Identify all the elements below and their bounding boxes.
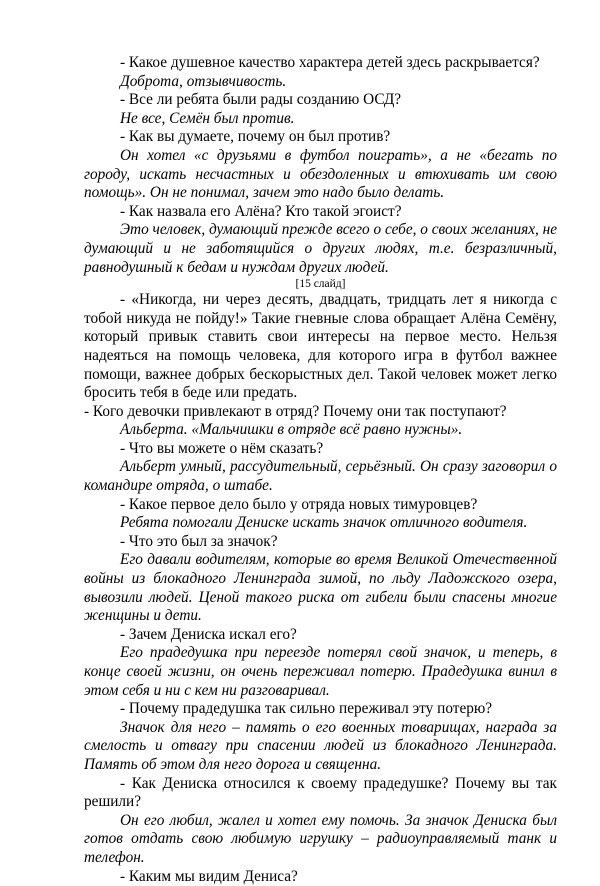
answer: Ребята помогали Дениске искать значок отличного водителя. <box>120 514 528 532</box>
document-page <box>84 54 557 886</box>
question: - Как назвала его Алёна? Кто такой эгоист? <box>120 202 402 220</box>
answer: Это человек, думающий прежде всего о себе, о своих желаниях, не думающий и не заботящийся о других людях, т.е. безразличный, равнодушный к бедам и нуждам других людей. <box>84 221 558 276</box>
answer: Его прадедушка при переезде потерял свой значок, и теперь, в конце своей жизни, он очень переживал потерю. Прадедушка винил в этом себя и ни с кем ни разговаривал. <box>84 644 557 699</box>
answer: Не все, Семён был против. <box>120 109 295 127</box>
question: - Что вы можете о нём сказать? <box>120 439 324 457</box>
answer: Альберта. «Мальчишки в отряде всё равно нужны». <box>120 421 463 439</box>
question: - Какое первое дело было у отряда новых тимуровцев? <box>120 495 478 513</box>
question: - Как Дениска относился к своему прадедушке? Почему вы так решили? <box>84 774 557 811</box>
answer: Его давали водителям, которые во время Великой Отечественной войны из блокадного Ленинграда зимой, по льду Ладожского озера, вывозили людей. Ценой такого риска от гибели были спасены многие женщины и дети. <box>84 551 557 625</box>
question: - Кого девочки привлекают в отряд? Почему они так поступают? <box>84 402 507 420</box>
question: - Что это был за значок? <box>120 532 278 550</box>
question: - Какое душевное качество характера детей здесь раскрывается? <box>120 54 540 71</box>
question: - Каким мы видим Дениса? <box>120 867 298 885</box>
answer: Он его любил, жалел и хотел ему помочь. За значок Дениска был готов отдать свою любимую игрушку – радиоуправляемый танк и телефон. <box>84 811 557 866</box>
narrative-paragraph: - «Никогда, ни через десять, двадцать, тридцать лет я никогда с тобой никуда не пойду!» Такие гневные слова обращает Алёна Семёну, который привык ставить свои интересы на первое место. Нельзя надеяться на помощь человека, для которого игра в футбол важнее помощи, важнее добрых бескорыстных дел. Такой человек может легко бросить тебя в беде или предать. <box>84 291 557 402</box>
slide-marker: [15 слайд] <box>295 278 346 291</box>
question: - Все ли ребята были рады созданию ОСД? <box>120 91 402 109</box>
question: - Зачем Дениска искал его? <box>120 625 297 643</box>
answer: Значок для него – память о его военных товарищах, награда за смелость и отвагу при спасении людей из блокадного Ленинграда. Память об этом для него дорога и священна. <box>84 718 557 773</box>
answer: Альберт умный, рассудительный, серьёзный. Он сразу заговорил о командире отряда, о штабе. <box>84 458 557 495</box>
answer: Он хотел «с друзьями в футбол поиграть», а не «бегать по городу, искать несчастных и обездоленных и втюхивать им свою помощь». Он не понимал, зачем это надо было делать. <box>84 146 557 202</box>
question: - Почему прадедушка так сильно переживал эту потерю? <box>120 700 493 718</box>
answer: Доброта, отзывчивость. <box>120 72 287 90</box>
question: - Как вы думаете, почему он был против? <box>120 128 391 146</box>
